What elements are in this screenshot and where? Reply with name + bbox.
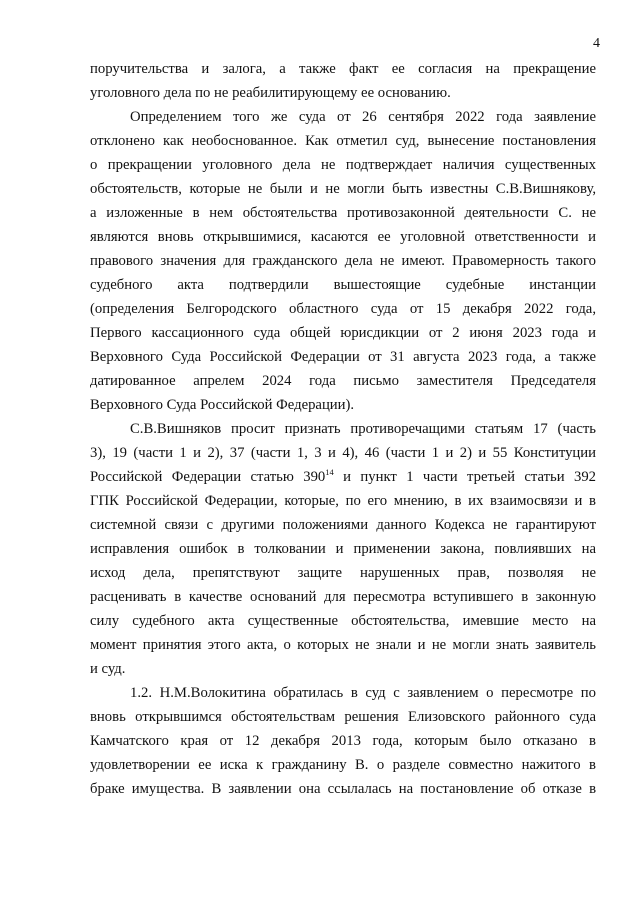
- text-line: [90, 129, 596, 153]
- superscript: 14: [325, 467, 334, 477]
- text-line: [90, 153, 596, 177]
- line-text: момент принятия этого акта, о которых не знали и не могли знать заявитель: [90, 637, 596, 653]
- line-text: судебного акта подтвердили вышестоящие судебные инстанции: [90, 277, 596, 293]
- line-text: Первого кассационного суда общей юрисдикции от 2 июня 2023 года и: [90, 325, 596, 341]
- line-text: и суд.: [90, 661, 126, 677]
- line-text: исход дела, препятствуют защите нарушенных прав, позволяя не: [90, 565, 596, 581]
- text-line: [90, 249, 596, 273]
- line-text: вновь открывшимся обстоятельствам решения Елизовского районного суда: [90, 709, 596, 725]
- line-text: 1.2. Н.М.Волокитина обратилась в суд с заявлением о пересмотре по: [130, 685, 596, 701]
- text-line: [90, 369, 596, 393]
- line-text: силу судебного акта существенные обстоятельства, имевшие место на: [90, 613, 596, 629]
- text-line: [90, 561, 596, 585]
- text-line: [90, 489, 596, 513]
- text-line: [90, 297, 596, 321]
- line-text: ГПК Российской Федерации, которые, по его мнению, в их взаимосвязи и в: [90, 493, 596, 509]
- line-text: обстоятельств, которые не были и не могли быть известны С.В.Вишнякову,: [90, 181, 596, 197]
- text-line: [90, 537, 596, 561]
- text-line: [90, 609, 596, 633]
- text-line: [90, 633, 596, 657]
- text-line: [90, 417, 596, 441]
- text-line: [90, 681, 596, 705]
- line-text: Верховного Суда Российской Федерации).: [90, 397, 355, 413]
- line-text: уголовного дела по не реабилитирующему ее основанию.: [90, 85, 451, 101]
- text-line: [90, 225, 596, 249]
- text-line: [90, 201, 596, 225]
- line-text: поручительства и залога, а также факт ее согласия на прекращение: [90, 61, 596, 77]
- text-line: [90, 777, 596, 801]
- text-line: [90, 585, 596, 609]
- text-line: [90, 273, 596, 297]
- line-text: С.В.Вишняков просит признать противоречащими статьям 17 (часть: [130, 421, 596, 437]
- text-line: [90, 177, 596, 201]
- line-text: о прекращении уголовного дела не подтверждает наличия существенных: [90, 157, 596, 173]
- text-line: [90, 441, 596, 465]
- line-text: исправления ошибок в толковании и применении закона, повлиявших на: [90, 541, 596, 557]
- text-line: [90, 81, 596, 105]
- line-text: Камчатского края от 12 декабря 2013 года, которым было отказано в: [90, 733, 596, 749]
- text-line: [90, 393, 596, 417]
- line-text: а изложенные в нем обстоятельства противозаконной деятельности С. не: [90, 205, 596, 221]
- text-line: [90, 345, 596, 369]
- line-text: датированное апрелем 2024 года письмо заместителя Председателя: [90, 373, 596, 389]
- text-line: [90, 321, 596, 345]
- line-text: Верховного Суда Российской Федерации от 31 августа 2023 года, а также: [90, 349, 596, 365]
- text-line: [90, 513, 596, 537]
- line-text: отклонено как необоснованное. Как отметил суд, вынесение постановления: [90, 133, 596, 149]
- text-line: [90, 729, 596, 753]
- page-number: 4: [593, 36, 600, 51]
- text-line: [90, 105, 596, 129]
- line-text: правового значения для гражданского дела не имеют. Правомерность такого: [90, 253, 596, 269]
- line-text: системной связи с другими положениями данного Кодекса не гарантируют: [90, 517, 596, 533]
- line-text-continued: и пункт 1 части третьей статьи 392: [333, 469, 597, 485]
- text-line: [90, 753, 596, 777]
- text-line: [90, 57, 596, 81]
- line-text: (определения Белгородского областного суда от 15 декабря 2022 года,: [90, 301, 596, 317]
- line-text: Российской Федерации статью 390: [90, 469, 326, 485]
- line-text: браке имущества. В заявлении она ссылалась на постановление об отказе в: [90, 781, 596, 797]
- line-text: расценивать в качестве оснований для пересмотра вступившего в законную: [90, 589, 596, 605]
- line-text: удовлетворении ее иска к гражданину В. о разделе совместно нажитого в: [90, 757, 596, 773]
- document-body: [90, 57, 596, 801]
- line-text: являются вновь открывшимися, касаются ее уголовной ответственности и: [90, 229, 596, 245]
- text-line: [90, 705, 596, 729]
- text-line: [90, 657, 596, 681]
- line-text: 3), 19 (части 1 и 2), 37 (части 1, 3 и 4), 46 (части 1 и 2) и 55 Конституции: [90, 445, 596, 461]
- line-text: Определением того же суда от 26 сентября 2022 года заявление: [130, 109, 596, 125]
- text-line: [90, 465, 596, 489]
